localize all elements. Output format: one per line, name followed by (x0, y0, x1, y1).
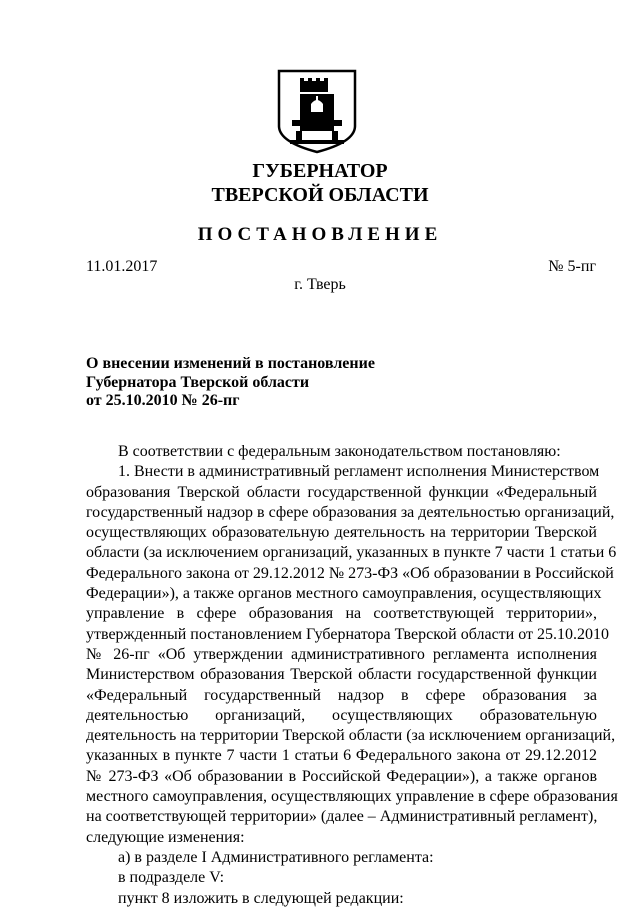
document-number: № 5-пг (548, 258, 596, 275)
body-line: № 273-ФЗ «Об образовании в Российской Федерации»), а также органов (86, 767, 597, 785)
subject-line: О внесении изменений в постановление (86, 355, 375, 372)
body-line: № 26-пг «Об утверждении административного регламента исполнения (86, 645, 597, 663)
body-line: Федерального закона от 29.12.2012 № 273-ФЗ «Об образовании в Российской (86, 564, 614, 582)
body-line: указанных в пункте 7 части 1 статьи 6 Федерального закона от 29.12.2012 (86, 747, 597, 765)
body-line: 1. Внести в административный регламент исполнения Министерством (118, 463, 600, 481)
body-line: области (за исключением организаций, указанных в пункте 7 части 1 статьи 6 (86, 544, 617, 562)
body-line: местного самоуправления, осуществляющих управление в сфере образования (86, 788, 618, 806)
document-city: г. Тверь (294, 276, 346, 293)
document-subject (86, 355, 375, 411)
body-line: управление в сфере образования на соответствующей территории», (86, 605, 597, 623)
body-line: на соответствующей территории» (далее – Административный регламент), (86, 808, 598, 826)
body-line: В соответствии с федеральным законодательством постановляю: (118, 443, 561, 460)
body-line: утвержденный постановлением Губернатора Тверской области от 25.10.2010 (86, 625, 610, 643)
body-line: «Федеральный государственный надзор в сфере образования за (86, 686, 597, 704)
document-type: ПОСТАНОВЛЕНИЕ (197, 224, 443, 245)
body-line: пункт 8 изложить в следующей редакции: (118, 889, 404, 907)
subject-line: от 25.10.2010 № 26-пг (86, 392, 240, 409)
document-body (86, 442, 618, 909)
body-line: деятельностью организаций, осуществляющих образовательную (86, 706, 597, 724)
body-line: Министерством образования Тверской области государственной функции (86, 666, 597, 684)
authority-title-line-2: ТВЕРСКОЙ ОБЛАСТИ (211, 184, 429, 206)
authority-title-line-1: ГУБЕРНАТОР (252, 160, 388, 182)
tver-coat-of-arms-emblem (276, 68, 358, 154)
body-line: образования Тверской области государственной функции «Федеральный (86, 483, 597, 501)
subject-line: Губернатора Тверской области (86, 373, 310, 391)
body-line: государственный надзор в сфере образования за деятельностью организаций, (86, 503, 615, 521)
body-line: осуществляющих образовательную деятельность на территории Тверской (86, 524, 597, 542)
body-line: следующие изменения: (86, 828, 245, 846)
document-date: 11.01.2017 (86, 258, 158, 275)
body-line: а) в разделе I Административного регламента: (118, 848, 434, 866)
body-line: деятельность на территории Тверской области (за исключением организаций, (86, 727, 616, 745)
body-line: в подразделе V: (118, 869, 225, 887)
body-line: Федерации»), а также органов местного самоуправления, осуществляющих (86, 585, 602, 603)
